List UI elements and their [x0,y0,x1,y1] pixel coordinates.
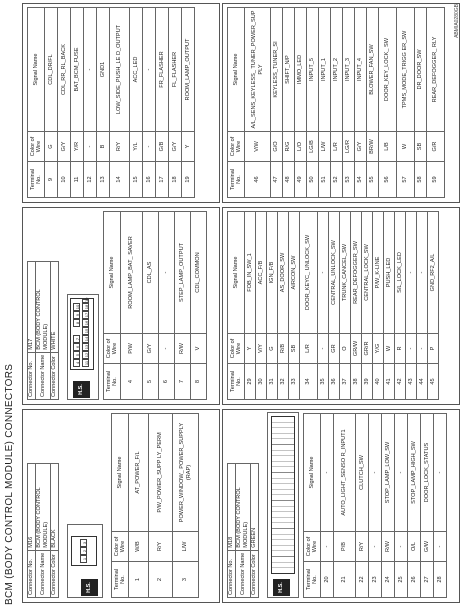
table-cell: GND_RF2_A/L [428,212,439,334]
table-row [191,212,207,400]
table-row [267,212,278,400]
table-cell: 17 [156,162,169,198]
m17-pin: 17 [84,312,89,318]
table-cell: - [406,212,417,334]
table-cell: V/Y [256,334,267,364]
table-row [143,8,156,198]
table-cell: 30 [256,364,267,400]
table-row [45,8,58,198]
table-cell: R/Y [149,532,173,562]
table-cell: DOOR_KEY_LOCK_ SW [379,8,397,132]
table-cell: POWER_WINDOW_ POWER_SUPPLY (RAP) [173,414,199,532]
m17-connector-name: BCM (BODY CONTROL MODULE) [36,261,51,352]
table-cell: Connector No. [28,352,36,399]
table-cell: 29 [245,364,256,400]
table-cell: O [340,334,351,364]
table-cell: 10 [58,162,71,198]
table-cell: - [159,212,175,334]
table-cell: GR/R [362,334,373,364]
table-cell: - [143,8,156,132]
table-cell: Y/G [373,334,384,364]
table-cell: P/W_K-LINE [373,212,384,334]
table-cell: R/W [382,532,395,562]
table-row [382,414,395,598]
table-cell: R/W [175,334,191,364]
col-color-of-wire: Color of Wire [112,532,129,562]
m17-connector-face [70,298,94,370]
table-row [318,212,329,400]
table-cell: DOOR_KEYC_ UNLOCK_SW [300,212,318,334]
table-row [169,8,182,198]
table-row [319,8,331,198]
table-cell: G/W [421,532,434,562]
table-cell: 54 [355,162,367,198]
hs-icon: H.S. [81,579,98,596]
table-cell: ACC_F/B [256,212,267,334]
m16-connector-name: BCM (BODY CONTROL MODULE) [36,463,51,550]
table-row [406,212,417,400]
table-cell: R/Y [356,532,369,562]
table-cell: - [434,532,447,562]
table-cell: - [84,132,97,162]
table-cell: L/O [295,132,307,162]
table-row [130,8,143,198]
table-cell: STOP_LAMP_LOW_SW [382,414,395,532]
label-connector-color: Connector Color [51,550,59,597]
table-cell: CDL_AS [143,212,159,334]
table-cell: 12 [84,162,97,198]
table-row [369,414,382,598]
table-cell: 42 [395,364,406,400]
table-row [156,8,169,198]
table-cell: - [159,334,175,364]
table-cell: Connector Color [251,550,259,597]
table-cell: Connector No. [228,550,236,597]
table-cell: 1 [129,562,149,598]
table-cell: 7 [175,364,191,400]
table-cell: G [45,132,58,162]
table-cell: P [428,334,439,364]
table-cell: CENTRAL_UNLOCK_SW [329,212,340,334]
table-cell: L/W [319,132,331,162]
table-row [356,414,369,598]
table-cell: PUSH_LED [384,212,395,334]
table-cell: 13 [97,162,110,198]
table-cell: 53 [343,162,355,198]
table-cell: 21 [334,562,356,598]
table-cell: - [369,414,382,532]
table-row [427,8,445,198]
table-row [58,8,71,198]
table-cell: REAR_DEFOGGER_ RLY [427,8,445,132]
m16-connector-info [27,463,59,598]
table-cell: CDL_RR_RL_BACK [58,8,71,132]
m18-connector-color: GREEN [251,463,259,550]
table-cell: AT_POWER_F/L [129,414,149,532]
table-cell: 46 [245,162,271,198]
table-cell: 48 [283,162,295,198]
m17-connector-no: M17 [28,261,36,352]
table-cell: 38 [351,364,362,400]
table-cell: 40 [373,364,384,400]
panel-m17-continued [22,3,220,203]
table-row [343,8,355,198]
col-terminal-no: Terminal No. [112,562,129,598]
panel-m18 [222,409,460,603]
m17-pin: 14 [84,336,89,342]
table-cell: 9 [45,162,58,198]
table-row [379,8,397,198]
table-cell: STEP_LAMP_OUTPUT [175,212,191,334]
table-cell: IMMO_LED [295,8,307,132]
m17-pin: 7 [73,335,80,343]
table-cell: P/W_POWER_SUPP LY_PERM [149,414,173,532]
m16-signal-table [111,413,199,598]
table-row [182,8,195,198]
table-cell: R/Y [110,132,130,162]
m16-pin: 3 [80,539,87,547]
table-row [373,212,384,400]
m18-connector-face [271,416,295,574]
table-cell: IGN_F/B [267,212,278,334]
table-cell: G/R [427,132,445,162]
table-cell: 44 [417,364,428,400]
m17-pin: 19 [84,297,89,302]
table-cell: G/Y [143,334,159,364]
table-cell: 8 [191,364,207,400]
table-cell: 5 [143,364,159,400]
m17-pin: 10 [75,304,80,310]
table-cell: LG/B [307,132,319,162]
m17-pin: 12 [84,352,89,358]
panel-m17 [22,207,220,405]
table-row [408,414,421,598]
table-row [355,8,367,198]
hs-icon: H.S. [273,579,290,596]
table-row [417,212,428,400]
table-cell: GR/W [351,334,362,364]
table-cell: Connector Name [236,550,251,597]
table-cell: 16 [143,162,156,198]
col-signal-name: Signal Name [112,414,129,532]
table-cell: 6 [159,364,175,400]
m18-connector-no: M18 [228,463,236,550]
table-cell: - [395,532,408,562]
table-cell: GND1 [97,8,110,132]
table-cell: FOB_IN_SW_1 [245,212,256,334]
table-cell: 34 [300,364,318,400]
table-row [84,8,97,198]
m17-pin: 16 [84,320,89,326]
m18-signal-table-2: Terminal No. Color of Wire Signal Name 29 Y FOB_IN_SW_1 30 V/Y ACC_F/B 31 G IGN_F/B 32 R/B AS_DOOR_SW 33 SB AIRCON_SW 34 L/R DOOR_KEYC_ UNLOCK_SW 35 - - 36 GR CENTRAL_UNLOCK_SW 37 O TRUNK_CANCEL_SW 38 GR/W REAR_DEFOGGER_SW 39 GR/R CENTRAL_LOCK_SW 40 Y/G P/W_K-LINE 41 W PUSH_LED 42 R S/L_LOCK_LED 43 - - 44 - - 45 P GND_RF2_A/L [227,211,439,400]
table-cell: W [397,132,415,162]
table-cell: INPUT_5 [307,8,319,132]
table-cell: G/O [271,132,283,162]
table-row [143,212,159,400]
table-row [434,414,447,598]
table-row [97,8,110,198]
table-row [256,212,267,400]
table-cell: REAR_DEFOGGER_SW [351,212,362,334]
m17-signal-table-2: Terminal No. Color of Wire Signal Name 9 G CDL_DR/FL 10 G/Y CDL_RR_RL_BACK 11 Y/R BAT_BCM_FUSE 12 - - 13 B GND1 14 R/Y LOW_SIDE_PUSH_LE D_OUTPUT 15 Y/L ACC_LED 16 - - 17 G/B FR_FLASHER 18 G/Y FL_FLASHER 19 Y ROOM_LAMP_OUTPUT [27,7,195,198]
table-cell: Y [182,132,195,162]
m17-connector-info [27,261,59,400]
table-cell: L/B [379,132,397,162]
table-row [173,414,199,598]
label-connector-name: Connector Name [36,550,51,597]
table-cell: P/W [121,334,143,364]
table-cell: 52 [331,162,343,198]
table-cell: SHIFT_N/P [283,8,295,132]
table-cell: Connector Color [51,352,59,399]
table-cell: 4 [121,364,143,400]
table-row [334,414,356,598]
table-cell: 55 [367,162,379,198]
m17-pin: 15 [84,328,89,334]
table-row [71,8,84,198]
table-row [295,8,307,198]
table-cell: 18 [169,162,182,198]
m18-signal-table-3: Terminal No. Color of Wire Signal Name 46 V/W A/L_SENS_KEYLESS_ TUNER_POWER_SUP PLY 47 G/O KEYLESS_TUNER_SI 48 R/G SHIFT_N/P 49 L/O IMMO_LED 50 LG/B INPUT_5 51 L/W INPUT_1 52 L/R INPUT_2 53 LG/R INPUT_3 54 G/Y INPUT_4 55 BR/W BLOWER_FAN_SW 56 L/B DOOR_KEY_LOCK_ SW 57 W TPMS_MODE_TRIGG ER_SW 58 SB DR_DOOR_SW 59 G/R REAR_DEFOGGER_ RLY [227,7,445,198]
table-cell: 36 [329,364,340,400]
table-cell: - [143,132,156,162]
table-cell: LOW_SIDE_PUSH_LE D_OUTPUT [110,8,130,132]
m17-signal-table: Terminal No. Color of Wire Signal Name 4 P/W ROOM_LAMP_BAT_ SAVER 5 G/Y CDL_AS 6 - - 7 R/W STEP_LAMP_OUTPUT 8 V CDL_COMMON [103,211,207,400]
table-row [362,212,373,400]
table-cell: O/L [408,532,421,562]
table-cell: AS_DOOR_SW [278,212,289,334]
table-cell: 51 [319,162,331,198]
m17-pin: 11 [84,360,89,366]
table-row [367,8,379,198]
table-cell: L/W [173,532,199,562]
table-cell: KEYLESS_TUNER_SI [271,8,283,132]
table-row [271,8,283,198]
m17-pin: 18 [84,304,89,310]
table-cell: R/G [283,132,295,162]
table-cell: 32 [278,364,289,400]
table-row [384,212,395,400]
table-cell: L/R [300,334,318,364]
table-row [421,414,434,598]
table-cell: 59 [427,162,445,198]
table-cell: INPUT_2 [331,8,343,132]
table-cell: 28 [434,562,447,598]
hs-icon: H.S. [73,381,90,398]
table-row [121,212,143,400]
table-cell: L/R [331,132,343,162]
table-row [245,212,256,400]
table-row [351,212,362,400]
table-row [307,8,319,198]
table-cell: BR/W [367,132,379,162]
table-cell: - [417,334,428,364]
table-cell: 3 [173,562,199,598]
table-cell: 22 [356,562,369,598]
label-connector-no: Connector No. [28,550,36,597]
table-cell: 35 [318,364,329,400]
table-cell: - [84,8,97,132]
table-cell: B [97,132,110,162]
table-cell: STOP_LAMP_HIGH_SW [408,414,421,532]
table-cell: - [318,334,329,364]
table-cell: FL_FLASHER [169,8,182,132]
table-cell: INPUT_1 [319,8,331,132]
table-cell: G [267,334,278,364]
table-cell: DR_DOOR_SW [415,8,427,132]
table-cell: TRUNK_CANCEL_SW [340,212,351,334]
table-cell: BAT_BCM_FUSE [71,8,84,132]
table-cell: G/B [156,132,169,162]
table-row [300,212,318,400]
table-row [415,8,427,198]
table-cell: FR_FLASHER [156,8,169,132]
table-cell: 20 [321,562,334,598]
table-row [110,8,130,198]
table-cell: Y [245,334,256,364]
m16-connector-color: BLACK [51,463,59,550]
table-row [149,414,173,598]
table-cell: S/L_LOCK_LED [395,212,406,334]
table-cell: 56 [379,162,397,198]
table-cell: 25 [395,562,408,598]
table-cell: 33 [289,364,300,400]
table-cell: CDL_COMMON [191,212,207,334]
table-cell: A/L_SENS_KEYLESS_ TUNER_POWER_SUP PLY [245,8,271,132]
table-row [395,212,406,400]
table-cell: ACC_LED [130,8,143,132]
table-row [283,8,295,198]
table-row [329,212,340,400]
figure-code: ABMIA0280GB [454,4,460,38]
m17-pin: 5 [73,351,80,359]
table-cell: 47 [271,162,283,198]
table-cell: - [434,414,447,532]
table-cell: Connector Name [36,352,51,399]
m16-connector-no: M16 [28,463,36,550]
table-row [129,414,149,598]
table-cell: 57 [397,162,415,198]
table-cell: Y/R [71,132,84,162]
table-cell: - [406,334,417,364]
table-cell: - [369,532,382,562]
table-cell: INPUT_4 [355,8,367,132]
table-cell: 11 [71,162,84,198]
table-row [159,212,175,400]
table-cell: LG/R [343,132,355,162]
table-cell: CDL_DR/FL [45,8,58,132]
table-cell: AIRCON_SW [289,212,300,334]
table-row [289,212,300,400]
m18-connector-info [227,463,259,598]
table-cell: V [191,334,207,364]
table-cell: Y/L [130,132,143,162]
table-cell: GR [329,334,340,364]
table-cell: V/W [245,132,271,162]
table-cell: 27 [421,562,434,598]
table-cell: - [318,212,329,334]
table-row [340,212,351,400]
page-title: BCM (BODY CONTROL MODULE) CONNECTORS [4,363,15,605]
m18-connector-name: BCM (BODY CONTROL MODULE) [236,463,251,550]
table-cell: 24 [382,562,395,598]
table-row [395,414,408,598]
table-cell: 14 [110,162,130,198]
m17-pin: 4 [73,359,80,367]
table-cell: 37 [340,364,351,400]
table-cell: 58 [415,162,427,198]
table-cell: SB [415,132,427,162]
table-cell: - [321,414,334,532]
table-cell: R/B [278,334,289,364]
table-cell: 50 [307,162,319,198]
table-row [175,212,191,400]
table-cell: - [417,212,428,334]
table-cell: INPUT_3 [343,8,355,132]
table-cell: AUTO_LIGHT_SENSO R_INPUT1 [334,414,356,532]
table-cell: CENTRAL_LOCK_SW [362,212,373,334]
table-row [428,212,439,400]
table-cell: R [395,334,406,364]
table-cell: 15 [130,162,143,198]
table-cell: 49 [295,162,307,198]
table-cell: ROOM_LAMP_BAT_ SAVER [121,212,143,334]
table-row [331,8,343,198]
table-row [245,8,271,198]
table-cell: G/Y [169,132,182,162]
table-cell: 31 [267,364,278,400]
panel-m16 [22,409,220,603]
m17-pin: 9 [73,311,80,319]
table-cell: G/Y [355,132,367,162]
table-cell: G/Y [58,132,71,162]
table-row [321,414,334,598]
panel-m18-right [222,3,460,203]
table-cell: - [321,532,334,562]
table-cell: 43 [406,364,417,400]
table-row [278,212,289,400]
table-cell: 19 [182,162,195,198]
m16-connector-face [71,536,97,566]
panel-m18-continued [222,207,460,405]
table-cell: 45 [428,364,439,400]
m16-pin: 2 [80,547,87,555]
table-row [397,8,415,198]
table-cell: 41 [384,364,395,400]
table-cell: - [395,414,408,532]
table-cell: 23 [369,562,382,598]
table-cell: 39 [362,364,373,400]
m16-pin: 1 [80,555,87,563]
table-cell: 2 [149,562,173,598]
m17-pin: 13 [84,344,89,350]
table-cell: CLUTCH_SW [356,414,369,532]
table-cell: DOOR_LOCK_STATUS [421,414,434,532]
table-cell: W [384,334,395,364]
table-cell: 26 [408,562,421,598]
table-cell: ROOM_LAMP_OUTPUT [182,8,195,132]
table-cell: SB [289,334,300,364]
table-cell: W/B [129,532,149,562]
m17-pin: 8 [73,319,80,327]
m18-signal-table: Terminal No. Color of Wire Signal Name 20 - - 21 P/B AUTO_LIGHT_SENSO R_INPUT1 22 R/Y CLUTCH_SW 23 - - 24 R/W STOP_LAMP_LOW_SW 25 - - 26 O/L STOP_LAMP_HIGH_SW 27 G/W DOOR_LOCK_STATUS 28 - - [303,413,447,598]
m17-connector-color: WHITE [51,261,59,352]
table-cell: P/B [334,532,356,562]
table-cell: BLOWER_FAN_SW [367,8,379,132]
table-cell: TPMS_MODE_TRIGG ER_SW [397,8,415,132]
m17-pin: 6 [73,343,80,351]
